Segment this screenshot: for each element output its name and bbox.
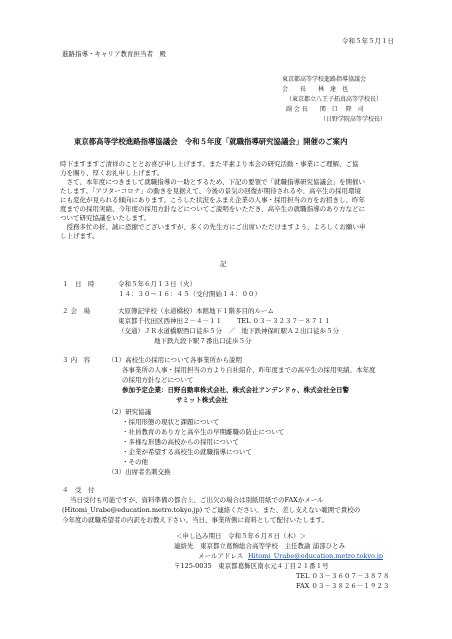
sender-vice: 副 会 長 関 口 降 司 xyxy=(286,106,364,113)
reception-line: (Hitomi_Urabe@education.metro.tokyo.jp) でご連絡ください。また、差し支えない範囲で貴校の xyxy=(62,506,361,514)
contact-tel: TEL ０３－３６０７－３８７８ xyxy=(296,572,390,580)
sender-chair-school: （東京都立八王子拓真高等学校長） xyxy=(286,96,383,103)
participating-companies-2: サミット株式会社 xyxy=(176,396,228,404)
contact-person: 連絡先 東京都立葛飾総合高等学校 主任教諭 浦部ひとみ xyxy=(174,542,346,550)
venue-name: 大原簿記学校（水道橋校）本館地下１階多目的ルーム xyxy=(118,307,274,315)
item-1-time: １４：３０〜１６：４５（受付開始１４：００） xyxy=(118,290,261,298)
email-label: メールアドレス xyxy=(198,552,244,560)
topic-item: ・その他 xyxy=(122,458,148,466)
body-line: 度までの採用実績、今年度の採用方針などについてご説明をいただき、高卒生の就職指導のあり方などに xyxy=(60,205,366,213)
item-3-label: ３ 内 容 xyxy=(62,356,91,364)
venue-access-2: 地下鉄九段下駅７番出口徒歩５分 xyxy=(154,337,252,345)
issue-date: 令和５年５月１日 xyxy=(342,37,394,45)
sender-org: 東京都高等学校進路指導協議会 xyxy=(282,76,367,83)
body-line: し上げます。 xyxy=(60,232,99,240)
content-1-line: 各事業所の人事・採用担当の方より自社紹介、昨年度までの高卒生の採用実績、本年度 xyxy=(122,366,376,374)
participating-companies: 参加予定企業：日野自動車株式会社、株式会社アンデンドゥ、株式会社全日警 xyxy=(122,386,349,394)
sender-chair: 会 長 林 達 也 xyxy=(282,86,349,93)
content-2: （2）研究協議 xyxy=(108,408,152,416)
contact-address: 〒125-0035 東京都葛飾区南水元４丁目２１番１号 xyxy=(174,562,329,570)
document-title: 東京都高等学校進路指導協議会 令和５年度「就職指導研究協議会」開催のご案内 xyxy=(74,137,348,146)
item-2-label: ２ 会 場 xyxy=(62,307,91,315)
body-line: さて、本年度につきまして就職指導の一助とするため、下記の要領で「就職指導研究協議会」を開催い xyxy=(60,178,365,186)
reception-line: 今年度の就職希望者の内訳をお教え下さい。当日、事業所側に資料として配付いたします。 xyxy=(62,516,328,524)
topic-item: ・採用形態の現状と課題について xyxy=(122,418,220,426)
reception-line: 当日受付も可能ですが、資料準備の都合上、ご出欠の場合は別紙用紙でのFAXかメール xyxy=(70,496,324,504)
body-line: たします。「アフターコロナ」の動きを見据えて、今後の景気の回復が期待されるや、高卒生の採用環境 xyxy=(60,187,362,195)
content-1-line: の採用方針などについて xyxy=(122,376,194,384)
content-3: （3）出席者名刺交換 xyxy=(108,468,171,476)
email-link[interactable]: Hitomi_Urabe@education.metro.tokyo.jp xyxy=(248,552,384,560)
body-line: にも変化が見られる傾向にあります。こうした状況をふまえ企業の人事・採用担当の方をお招きし、昨年 xyxy=(60,196,365,204)
sender-vice-school: （日野学院高等学校長） xyxy=(320,116,387,123)
venue-address: 東京都千代田区西神田２－４－１１ TEL ０３－３２３７－８７１１ xyxy=(118,317,331,325)
ki-heading: 記 xyxy=(220,260,227,268)
body-line: 時下ますますご清祥のこととお喜び申し上げます。また平素より本会の研究活動・事業にご理解、ご協 xyxy=(60,160,359,168)
body-line: ついて研究協議をいたします。 xyxy=(60,214,151,222)
recipient: 進路指導・キャリア教育担当者 殿 xyxy=(62,50,166,58)
deadline: ＜申し込み期日 令和５年６月８日（木）＞ xyxy=(176,532,306,540)
item-1-label: １ 日 時 xyxy=(62,280,95,288)
content-1: （1）高校生の採用について各事業所から説明 xyxy=(108,356,243,364)
venue-access: （交通）ＪＲ水道橋駅西口徒歩５分 ／ 地下鉄神保町駅Ａ２出口徒歩５分 xyxy=(118,327,339,335)
topic-item: ・社員教育のあり方と高卒生の早期離職の防止について xyxy=(122,428,285,436)
body-line: 授務多忙の折、誠に恐縮でございますが、多くの先生方にご出席いただけますよう、よろしくお願い申 xyxy=(60,223,366,231)
item-4-label: ４ 受 付 xyxy=(62,486,95,494)
contact-fax: FAX ０３－３８２６－１９２３ xyxy=(296,582,390,590)
item-1-date: 令和５年６月１３日（火） xyxy=(118,280,196,288)
topic-item: ・多様な形態の高校からの採用について xyxy=(122,438,239,446)
body-line: 力を賜り、厚くお礼申し上げます。 xyxy=(60,169,164,177)
topic-item: ・企業が希望する高校生の就職指導について xyxy=(122,448,252,456)
